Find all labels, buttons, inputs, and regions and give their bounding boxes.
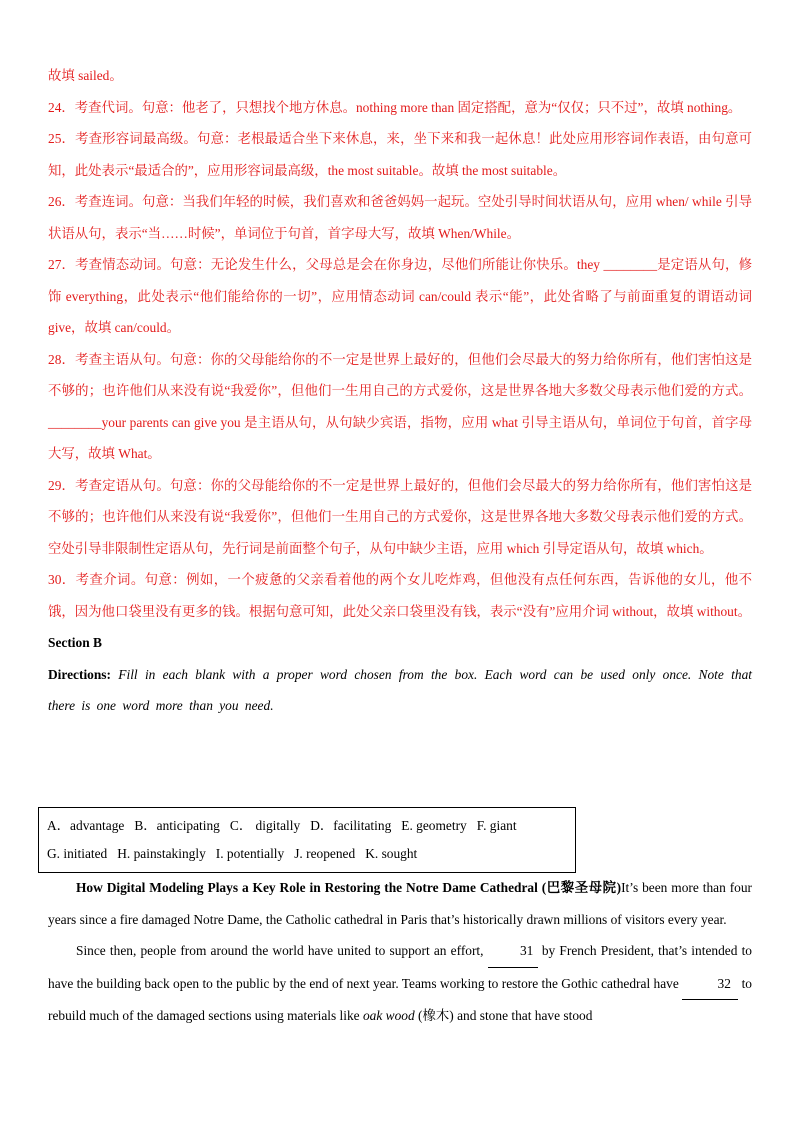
- directions-label: Directions:: [48, 666, 111, 682]
- passage-paragraph-1: [48, 872, 752, 935]
- answer-28: 28．考查主语从句。句意：你的父母能给你的不一定是世界上最好的，但他们会尽最大的努力给你所有，他们害怕这是不够的；也许他们从来没有说“我爱你”，但他们一生用自己的方式爱你，这是世界各地大多数父母表示他们爱的方式。________your parents can give you 是主语从句，从句缺少宾语，指物，应用 what 引导主语从句，单词位于句首，首字母大写，故填 What。: [48, 351, 752, 461]
- word-option: D．facilitating: [310, 818, 392, 833]
- answer-27: 27．考查情态动词。句意：无论发生什么，父母总是会在你身边，尽他们所能让你快乐。they ________是定语从句，修饰 everything，此处表示“他们能给你的一切”，应用情态动词 can/could 表示“能”，此处省略了与前面重复的谓语动词 give，故填 can/could。: [48, 257, 752, 335]
- word-option: B．anticipating: [134, 818, 220, 833]
- section-b: [48, 627, 752, 722]
- word-option: J. reopened: [294, 846, 356, 861]
- word-option: A．advantage: [47, 818, 125, 833]
- answer-25: 25．考查形容词最高级。句意：老根最适合坐下来休息，来，坐下来和我一起休息！此处应用形容词作表语，由句意可知，此处表示“最适合的”，应用形容词最高级，the most suitable。故填 the most suitable。: [48, 131, 752, 178]
- word-box-row-1: [47, 812, 567, 840]
- word-option: K. sought: [365, 846, 418, 861]
- passage-text: to rebuild much of the damaged sections using materials like: [48, 975, 752, 1023]
- section-title: Section B: [48, 635, 102, 650]
- word-box: [38, 807, 576, 873]
- passage-text: (橡木) and stone that have stood: [414, 1008, 593, 1023]
- directions-text: Fill in each blank with a proper word chosen from the box. Each word can be used only once. Note that there is one word more than you need.: [48, 666, 752, 713]
- answer-explanations: [48, 60, 752, 627]
- passage-text: by French President, that’s intended to have the building back open to the public by the end of next year. Teams working to restore the Gothic cathedral have: [48, 943, 752, 991]
- answer-29: 29．考查定语从句。句意：你的父母能给你的不一定是世界上最好的，但他们会尽最大的努力给你所有，他们害怕这是不够的；也许他们从来没有说“我爱你”，但他们一生用自己的方式爱你，这是世界各地大多数父母表示他们爱的方式。空处引导非限制性定语从句，先行词是前面整个句子，从句中缺少主语，应用 which 引导定语从句，故填 which。: [48, 477, 752, 556]
- passage-paragraph-2: [48, 935, 752, 1032]
- answer-26: 26．考查连词。句意：当我们年轻的时候，我们喜欢和爸爸妈妈一起玩。空处引导时间状语从句，应用 when/ while 引导状语从句，表示“当……时候”，单词位于句首，首字母大写，故填 When/While。: [48, 194, 752, 241]
- word-option: E. geometry: [401, 818, 467, 833]
- blank-31: 31: [488, 935, 538, 968]
- blank-32: 32: [682, 968, 738, 1001]
- answer-30: 30．考查介词。句意：例如，一个疲惫的父亲看着他的两个女儿吃炸鸡，但他没有点任何东西，告诉他的女儿，他不饿，因为他口袋里没有更多的钱。根据句意可知，此处父亲口袋里没有钱，表示“没有”应用介词 without，故填 without。: [48, 572, 752, 619]
- word-option: H. painstakingly: [117, 846, 206, 861]
- word-option: I. potentially: [215, 846, 285, 861]
- passage-text: Since then, people from around the world have united to support an effort,: [76, 943, 488, 958]
- answer-24: 24．考查代词。句意：他老了，只想找个地方休息。nothing more than 固定搭配，意为“仅仅；只不过”，故填 nothing。: [48, 99, 742, 115]
- word-option: F. giant: [476, 818, 517, 833]
- passage-title: How Digital Modeling Plays a Key Role in Restoring the Notre Dame Cathedral (巴黎圣母院): [76, 880, 622, 895]
- word-option: C． digitally: [229, 818, 301, 833]
- passage-p1-text: It’s been more than four years since a fire damaged Notre Dame, the Catholic cathedral in Paris that’s historically drawn millions of visitors every year.: [48, 880, 753, 927]
- word-option: G. initiated: [47, 846, 108, 861]
- answer-23-tail: 故填 sailed。: [48, 68, 123, 83]
- directions: [48, 659, 752, 722]
- oak-wood-term: oak wood: [362, 1008, 415, 1023]
- word-box-row-2: [47, 840, 567, 868]
- passage: [48, 872, 752, 1032]
- document-page: [48, 60, 752, 722]
